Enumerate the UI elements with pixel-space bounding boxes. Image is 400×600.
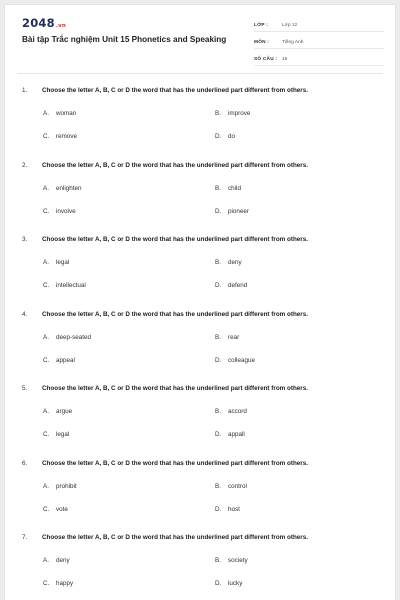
option-a[interactable] xyxy=(43,334,91,341)
option-text: colleague xyxy=(228,356,255,364)
option-a[interactable] xyxy=(43,483,77,490)
option-letter: A. xyxy=(43,259,49,266)
meta-info xyxy=(254,19,384,70)
question-number: 2. xyxy=(22,161,28,169)
option-text: involve xyxy=(56,207,76,215)
question-item xyxy=(5,378,395,453)
option-a[interactable] xyxy=(43,185,82,192)
option-c[interactable] xyxy=(43,506,68,513)
option-text: do xyxy=(228,133,236,140)
option-text: rear xyxy=(228,333,240,341)
header-divider xyxy=(17,73,383,74)
option-b[interactable] xyxy=(215,110,250,117)
option-a[interactable] xyxy=(43,110,76,117)
option-text: appall xyxy=(228,431,245,438)
question-number: 5. xyxy=(22,385,28,392)
option-letter: D. xyxy=(215,282,222,289)
meta-value: 15 xyxy=(282,56,288,62)
option-letter: B. xyxy=(215,184,221,192)
option-text: accord xyxy=(228,408,247,415)
option-d[interactable] xyxy=(215,431,245,438)
option-text: prohibit xyxy=(56,482,77,490)
option-b[interactable] xyxy=(215,557,248,564)
option-text: legal xyxy=(56,259,70,266)
option-letter: D. xyxy=(215,207,222,215)
option-a[interactable] xyxy=(43,259,69,266)
option-letter: C. xyxy=(43,431,50,438)
question-text: Choose the letter A, B, C or D the word that has the underlined part different from others. xyxy=(42,236,309,243)
question-header xyxy=(22,534,308,541)
option-letter: D. xyxy=(215,580,222,587)
option-c[interactable] xyxy=(43,431,69,438)
question-item xyxy=(5,453,395,528)
option-letter: C. xyxy=(43,207,50,215)
header xyxy=(5,5,395,73)
meta-label: MÔN : xyxy=(254,39,270,45)
option-letter: B. xyxy=(215,408,221,415)
option-b[interactable] xyxy=(215,483,247,490)
option-letter: B. xyxy=(215,333,221,341)
option-letter: C. xyxy=(43,282,50,289)
meta-value: Tiếng Anh xyxy=(282,39,304,45)
option-letter: D. xyxy=(215,356,222,364)
option-text: intellectual xyxy=(56,282,86,289)
meta-label: SỐ CÂU : xyxy=(254,56,278,62)
option-text: society xyxy=(228,557,248,564)
option-c[interactable] xyxy=(43,133,77,140)
option-c[interactable] xyxy=(43,357,75,364)
question-item xyxy=(5,527,395,600)
option-text: woman xyxy=(56,110,77,117)
option-text: improve xyxy=(228,110,251,117)
option-b[interactable] xyxy=(215,334,239,341)
option-text: control xyxy=(228,482,247,490)
option-letter: B. xyxy=(215,482,221,490)
option-letter: C. xyxy=(43,133,50,140)
question-text: Choose the letter A, B, C or D the word that has the underlined part different from others. xyxy=(42,161,309,169)
question-header xyxy=(22,311,308,318)
question-text: Choose the letter A, B, C or D the word that has the underlined part different from others. xyxy=(42,87,309,94)
meta-label: LỚP : xyxy=(254,22,269,28)
question-text: Choose the letter A, B, C or D the word that has the underlined part different from others. xyxy=(42,534,309,541)
logo-text: 2048 xyxy=(22,16,55,30)
option-letter: B. xyxy=(215,557,221,564)
option-letter: A. xyxy=(43,408,49,415)
option-letter: D. xyxy=(215,133,222,140)
option-text: argue xyxy=(56,408,73,415)
option-d[interactable] xyxy=(215,357,255,364)
option-letter: D. xyxy=(215,431,222,438)
question-item xyxy=(5,229,395,304)
option-letter: B. xyxy=(215,259,221,266)
option-text: lucky xyxy=(228,580,243,587)
question-number: 3. xyxy=(22,236,28,243)
option-d[interactable] xyxy=(215,506,240,513)
question-item xyxy=(5,80,395,155)
option-letter: B. xyxy=(215,110,221,117)
meta-value: Lớp 12 xyxy=(282,22,298,28)
question-text: Choose the letter A, B, C or D the word that has the underlined part different from others. xyxy=(42,310,309,318)
option-c[interactable] xyxy=(43,282,86,289)
meta-row-class xyxy=(254,19,384,32)
option-text: child xyxy=(228,184,241,192)
option-letter: C. xyxy=(43,580,50,587)
option-d[interactable] xyxy=(215,208,249,215)
question-header xyxy=(22,236,308,243)
option-b[interactable] xyxy=(215,259,242,266)
option-text: vote xyxy=(56,505,68,513)
option-a[interactable] xyxy=(43,408,72,415)
option-letter: A. xyxy=(43,482,49,490)
question-list xyxy=(5,80,395,600)
option-text: enlighten xyxy=(56,184,82,192)
option-letter: A. xyxy=(43,184,49,192)
option-text: deny xyxy=(56,557,70,564)
option-text: deep-seated xyxy=(56,333,92,341)
option-d[interactable] xyxy=(215,282,247,289)
option-b[interactable] xyxy=(215,408,247,415)
option-letter: C. xyxy=(43,505,50,513)
question-number: 7. xyxy=(22,534,28,541)
option-c[interactable] xyxy=(43,580,73,587)
option-text: happy xyxy=(56,580,74,587)
question-number: 1. xyxy=(22,87,28,94)
meta-row-count xyxy=(254,53,384,66)
option-text: host xyxy=(228,505,240,513)
question-header xyxy=(22,460,308,467)
option-letter: A. xyxy=(43,557,49,564)
option-text: appeal xyxy=(56,356,75,364)
question-item xyxy=(5,304,395,379)
question-number: 6. xyxy=(22,459,28,467)
option-text: defend xyxy=(228,282,248,289)
option-letter: A. xyxy=(43,110,49,117)
option-letter: A. xyxy=(43,333,49,341)
question-header xyxy=(22,162,308,169)
option-letter: C. xyxy=(43,356,50,364)
question-number: 4. xyxy=(22,310,28,318)
option-text: pioneer xyxy=(228,207,250,215)
option-letter: D. xyxy=(215,505,222,513)
question-text: Choose the letter A, B, C or D the word that has the underlined part different from others. xyxy=(42,459,309,467)
option-text: deny xyxy=(228,259,242,266)
meta-row-subject xyxy=(254,36,384,49)
option-d[interactable] xyxy=(215,133,235,140)
option-a[interactable] xyxy=(43,557,70,564)
option-text: remove xyxy=(56,133,77,140)
question-header xyxy=(22,87,308,94)
question-text: Choose the letter A, B, C or D the word that has the underlined part different from others. xyxy=(42,385,309,392)
option-d[interactable] xyxy=(215,580,242,587)
logo-domain: .vn xyxy=(55,23,67,29)
question-header xyxy=(22,385,308,392)
option-c[interactable] xyxy=(43,208,76,215)
option-b[interactable] xyxy=(215,185,241,192)
document-title: Bài tập Trắc nghiệm Unit 15 Phonetics and Speaking xyxy=(22,35,227,44)
option-text: legal xyxy=(56,431,70,438)
site-logo[interactable] xyxy=(22,16,66,30)
question-item xyxy=(5,155,395,230)
worksheet-page xyxy=(4,4,396,600)
